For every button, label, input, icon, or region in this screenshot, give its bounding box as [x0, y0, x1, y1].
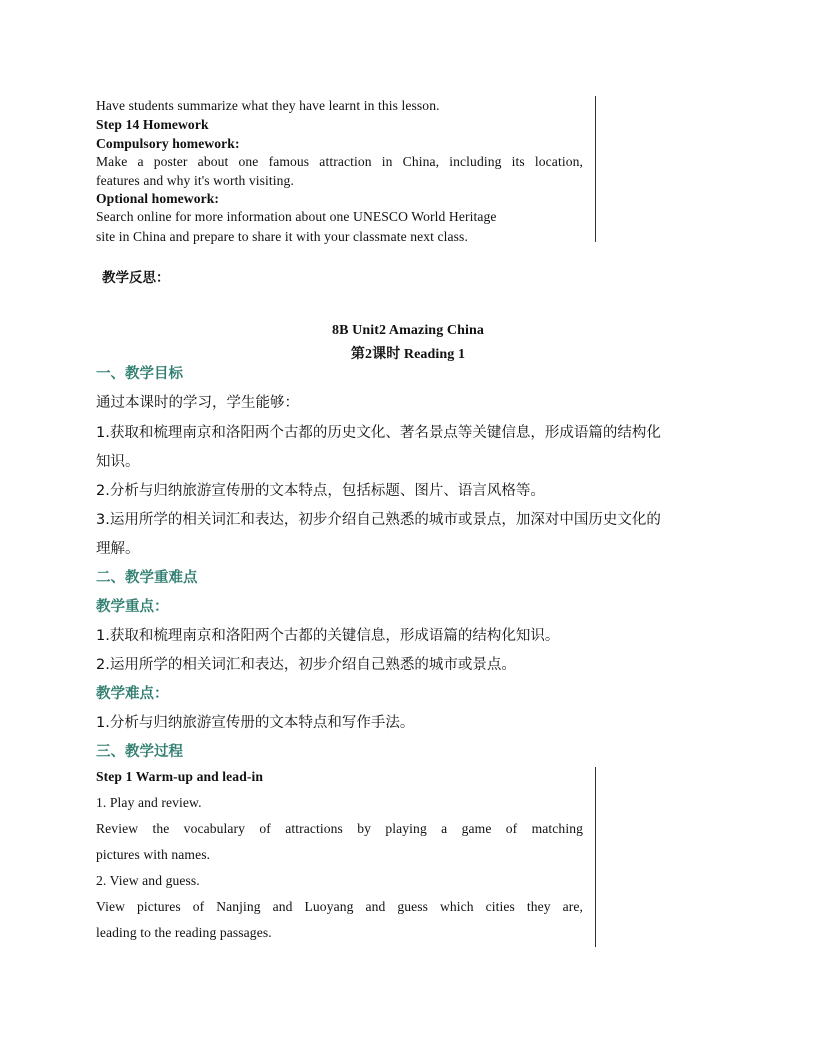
- compulsory-line1: Make a poster about one famous attraction in China, including its location,: [96, 154, 583, 169]
- step1-sub1-line2: pictures with names.: [96, 847, 211, 862]
- optional-label: Optional homework:: [96, 191, 220, 206]
- objective-3-line1: 3.运用所学的相关词汇和表达，初步介绍自己熟悉的城市或景点，加深对中国历史文化的: [96, 512, 661, 528]
- table-border-bottom: [595, 767, 596, 947]
- key-points-label: 教学重点：: [96, 599, 169, 615]
- optional-line1: Search online for more information about one UNESCO World Heritage: [96, 209, 497, 224]
- compulsory-line2: features and why it's worth visiting.: [96, 173, 294, 188]
- section-key-points-heading: 二、教学重难点: [96, 570, 198, 586]
- objective-2: 2.分析与归纳旅游宣传册的文本特点，包括标题、图片、语言风格等。: [96, 483, 545, 499]
- optional-line2: site in China and prepare to share it with your classmate next class.: [96, 229, 468, 244]
- table-border-top: [595, 96, 596, 242]
- step1-heading: Step 1 Warm-up and lead-in: [96, 769, 264, 784]
- step14-heading: Step 14 Homework: [96, 117, 209, 132]
- section-objectives-heading: 一、教学目标: [96, 366, 183, 382]
- objectives-intro: 通过本课时的学习，学生能够：: [96, 395, 299, 411]
- summary-line: Have students summarize what they have learnt in this lesson.: [96, 98, 440, 113]
- compulsory-label: Compulsory homework:: [96, 136, 240, 151]
- step1-sub2-line2: leading to the reading passages.: [96, 925, 272, 940]
- objective-3-line2: 理解。: [96, 541, 140, 557]
- lesson-title: 8B Unit2 Amazing China: [332, 323, 484, 338]
- difficult-point-1: 1.分析与归纳旅游宣传册的文本特点和写作手法。: [96, 715, 415, 731]
- step1-sub2-line1: View pictures of Nanjing and Luoyang and guess which cities they are,: [96, 899, 583, 914]
- reflection-label: 教学反思：: [102, 270, 170, 286]
- section-process-heading: 三、教学过程: [96, 744, 183, 760]
- lesson-subtitle: 第2课时 Reading 1: [350, 347, 466, 362]
- step1-sub1-line1: Review the vocabulary of attractions by playing a game of matching: [96, 821, 583, 836]
- step1-sub2: 2. View and guess.: [96, 873, 200, 888]
- step1-sub1: 1. Play and review.: [96, 795, 202, 810]
- key-point-1: 1.获取和梳理南京和洛阳两个古都的关键信息，形成语篇的结构化知识。: [96, 628, 560, 644]
- objective-1-line1: 1.获取和梳理南京和洛阳两个古都的历史文化、著名景点等关键信息，形成语篇的结构化: [96, 425, 661, 441]
- difficult-points-label: 教学难点：: [96, 686, 169, 702]
- objective-1-line2: 知识。: [96, 454, 140, 470]
- key-point-2: 2.运用所学的相关词汇和表达，初步介绍自己熟悉的城市或景点。: [96, 657, 516, 673]
